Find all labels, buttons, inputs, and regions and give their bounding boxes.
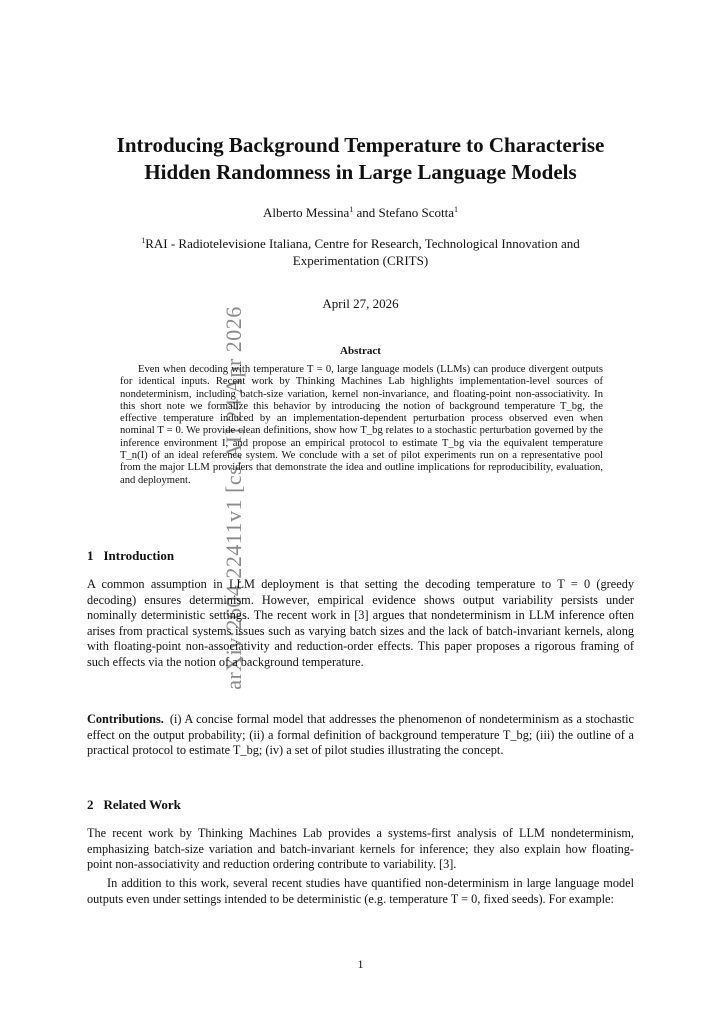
author-joiner: and [353, 205, 379, 220]
title-line-2: Hidden Randomness in Large Language Models [144, 160, 577, 184]
paper-title [87, 132, 634, 186]
abstract-heading: Abstract [340, 345, 381, 357]
contributions-paragraph [87, 712, 634, 759]
contributions-heading: Contributions. [87, 712, 164, 726]
affiliation-line-2: Experimentation (CRITS) [292, 253, 429, 268]
affiliation-line-1: RAI - Radiotelevisione Italiana, Centre for Research, Technological Innovation and [145, 236, 580, 251]
author-name: Stefano Scotta [378, 205, 455, 220]
section-heading-introduction [87, 548, 634, 564]
related-paragraph-2: In addition to this work, several recent studies have quantified non-determinism in large language model outputs even under settings intended to be deterministic (e.g. temperature T = 0, fixed seeds). For example: [87, 876, 634, 906]
author-list [87, 205, 634, 221]
intro-paragraph: A common assumption in LLM deployment is that setting the decoding temperature to T = 0 (greedy decoding) ensures determinism. However, empirical evidence shows output variability persists under nominally deterministic settings. The recent work in [3] argues that nondeterminism in LLM inference often arises from practical systems issues such as varying batch sizes and the lack of batch-invariant kernels, along with floating-point non-associativity and reduction-order effects. This paper proposes a rigorous framing of such effects via the notion of a background temperature. [87, 577, 634, 669]
affiliation [87, 235, 634, 269]
section-title: Related Work [103, 797, 181, 812]
paper-date: April 27, 2026 [322, 296, 399, 311]
abstract-body: Even when decoding with temperature T = 0, large language models (LLMs) can produce divergent outputs for identical inputs. Recent work by Thinking Machines Lab highlights implementation-level sources of nondeterminism, including batch-size variation, kernel non-invariance, and floating-point non-associativity. In this short note we formalize this behavior by introducing the notion of background temperature T_bg, the effective temperature induced by an implementation-dependent perturbation process observed even when nominal T = 0. We provide clean definitions, show how T_bg relates to a stochastic perturbation governed by the inference environment I, and propose an empirical protocol to estimate T_bg via the equivalent temperature T_n(I) of an ideal reference system. We conclude with a set of pilot experiments run on a representative pool from the major LLM providers that demonstrate the idea and outline implications for reproducibility, evaluation, and deployment. [120, 364, 603, 486]
arxiv-side-stamp: arXiv:2604.22411v1 [cs.AI] 24 Apr 2026 [221, 306, 246, 690]
section-number: 1 [87, 548, 94, 563]
section-number: 2 [87, 797, 94, 812]
affiliation-mark: 1 [141, 236, 146, 245]
section-heading-related-work [87, 797, 634, 813]
title-line-1: Introducing Background Temperature to Characterise [116, 133, 605, 157]
contributions-text: (i) A concise formal model that addresses the phenomenon of nondeterminism as a stochastic effect on the output probability; (ii) a formal definition of background temperature T_bg; (iii) the outline of a practical protocol to estimate T_bg; (iv) a set of pilot studies illustrating the concept. [87, 712, 634, 758]
author-name: Alberto Messina [262, 205, 350, 220]
affiliation-mark: 1 [454, 205, 459, 214]
related-paragraph-1: The recent work by Thinking Machines Lab provides a systems-first analysis of LLM nondeterminism, emphasizing batch-size variation and batch-invariant kernels for inference; they also explain how floating-point non-associativity and reduction ordering contribute to variability. [3]. [87, 826, 634, 872]
page-number: 1 [357, 957, 364, 971]
section-title: Introduction [103, 548, 175, 563]
affiliation-mark: 1 [349, 205, 354, 214]
